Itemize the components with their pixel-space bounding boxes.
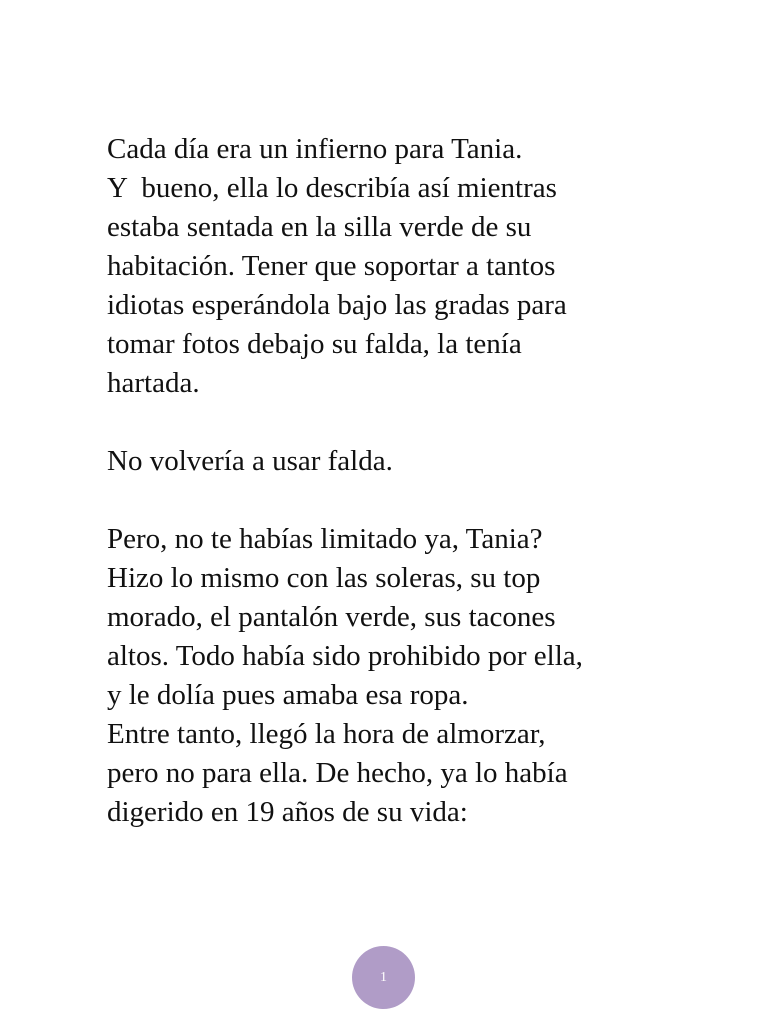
page-number: 1 <box>380 969 387 985</box>
paragraph-3 <box>107 520 707 832</box>
text-line: digerido en 19 años de su vida: <box>107 796 468 828</box>
text-line: habitación. Tener que soportar a tantos <box>107 250 556 282</box>
paragraph-1 <box>107 130 707 403</box>
text-line: y le dolía pues amaba esa ropa. <box>107 679 469 711</box>
paragraph-spacer <box>107 403 707 442</box>
text-line: Cada día era un infierno para Tania. <box>107 133 523 165</box>
text-line: Y bueno, ella lo describía así mientras <box>107 172 557 204</box>
body-text <box>107 130 707 832</box>
text-line: hartada. <box>107 367 200 399</box>
text-line: tomar fotos debajo su falda, la tenía <box>107 328 522 360</box>
text-line: pero no para ella. De hecho, ya lo había <box>107 757 568 789</box>
text-line: idiotas esperándola bajo las gradas para <box>107 289 567 321</box>
paragraph-2 <box>107 442 707 481</box>
text-line: Hizo lo mismo con las soleras, su top <box>107 562 541 594</box>
text-line: estaba sentada en la silla verde de su <box>107 211 532 243</box>
paragraph-spacer <box>107 481 707 520</box>
text-line: Entre tanto, llegó la hora de almorzar, <box>107 718 546 750</box>
text-line: Pero, no te habías limitado ya, Tania? <box>107 523 543 555</box>
text-line: morado, el pantalón verde, sus tacones <box>107 601 556 633</box>
page-number-badge <box>352 946 415 1009</box>
text-line: altos. Todo había sido prohibido por ella, <box>107 640 583 672</box>
text-line: No volvería a usar falda. <box>107 445 393 477</box>
